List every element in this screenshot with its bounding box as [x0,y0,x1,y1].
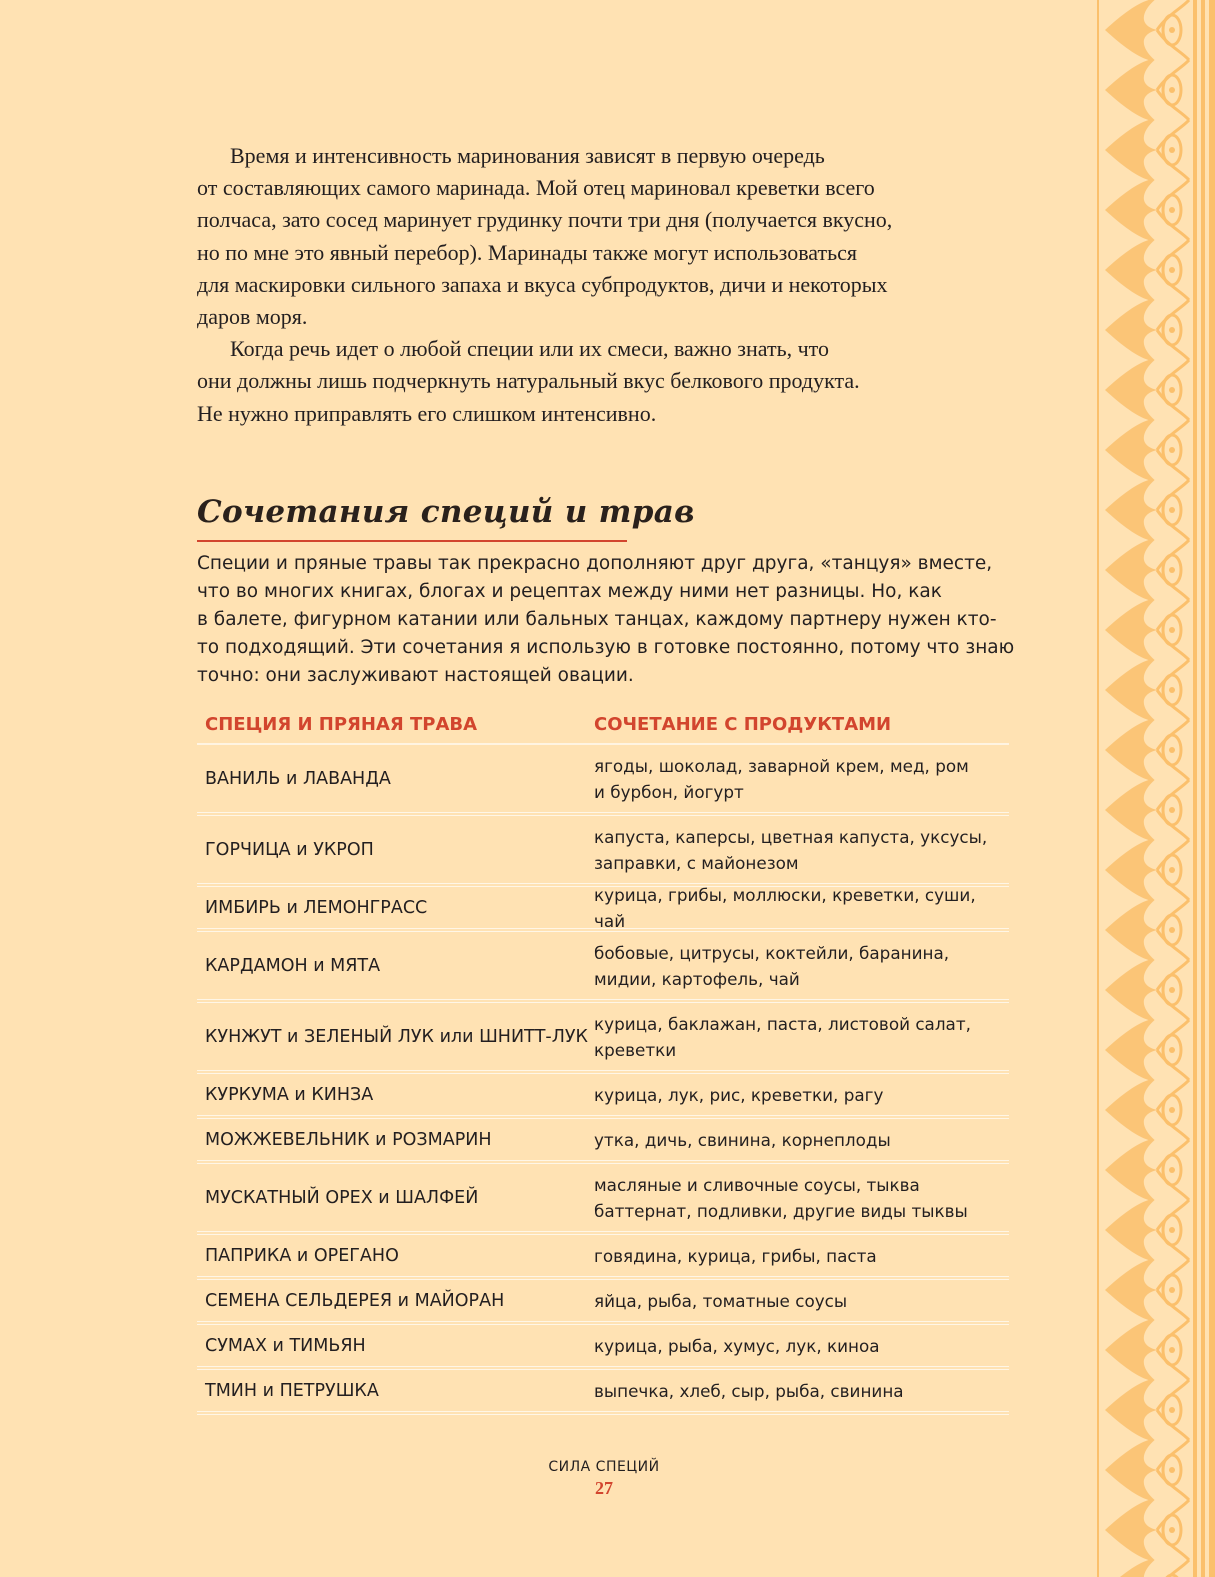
spice-name: КИНЗА [311,1084,374,1105]
spice-name: ТИМЬЯН [289,1335,366,1356]
pairings-table [197,705,1009,1415]
spice-pair [197,1185,594,1211]
spice-pair [197,1024,594,1050]
conjunction: или [439,1026,474,1047]
pairing-line: капуста, каперсы, цветная капуста, уксусы, [594,826,988,847]
header-spice: СПЕЦИЯ И ПРЯНАЯ ТРАВА [205,713,478,735]
spice-name: ТМИН [205,1380,258,1401]
table-header [197,705,1009,745]
conjunction: и [272,1335,284,1356]
table-row [197,1280,1009,1325]
pairing-line: курица, баклажан, паста, листовой салат, [594,1013,971,1034]
spice-name: ЛЕМОНГРАСС [303,897,428,918]
pairing-line: мидии, картофель, чай [594,968,800,989]
spice-name: СУМАХ [205,1335,267,1356]
spice-name: ГОРЧИЦА [205,839,291,860]
pairing-line: утка, дичь, свинина, корнеплоды [594,1129,891,1150]
lead-line: то подходящий. Эти сочетания я использую в готовке постоянно, потому что знаю [197,637,1015,658]
table-row [197,1074,1009,1119]
table-row [197,1370,1009,1415]
intro-line: полчаса, зато сосед маринует грудинку почти три дня (получается вкусно, [197,207,893,233]
conjunction: и [287,1026,299,1047]
spice-name: МУСКАТНЫЙ ОРЕХ [205,1187,373,1208]
intro-line: они должны лишь подчеркнуть натуральный вкус белкового продукта. [197,368,860,394]
conjunction: и [294,1084,306,1105]
lead-line: точно: они заслуживают настоящей овации. [197,665,634,686]
spice-pair [197,766,594,792]
intro-line: для маскировки сильного запаха и вкуса субпродуктов, дичи и некоторых [197,271,888,297]
section-lead [197,550,1017,690]
spice-name: КУНЖУТ [205,1026,282,1047]
food-pairings [594,882,1009,934]
food-pairings [594,1378,1009,1404]
table-row [197,1003,1009,1074]
conjunction: и [296,839,308,860]
spice-name: ВАНИЛЬ [205,768,281,789]
conjunction: и [313,955,325,976]
spice-name: МЯТА [330,955,381,976]
intro-text [197,140,1027,430]
heading-underline [197,540,627,542]
spice-pair [197,1243,594,1269]
table-row [197,1235,1009,1280]
intro-line: но по мне это явный перебор). Маринады также могут использоваться [197,239,858,265]
pairing-line: выпечка, хлеб, сыр, рыба, свинина [594,1380,904,1401]
spice-pair [197,1333,594,1359]
intro-line: Не нужно приправлять его слишком интенсивно. [197,400,657,426]
spice-name: МОЖЖЕВЕЛЬНИК [205,1129,370,1150]
spice-name: ПЕТРУШКА [279,1380,379,1401]
spice-name: КУРКУМА [205,1084,289,1105]
running-footer: СИЛА СПЕЦИЙ [548,1459,660,1475]
conjunction: и [285,768,298,789]
table-row [197,932,1009,1003]
pairing-line: заправки, с майонезом [594,852,799,873]
table-row [197,884,1009,932]
spice-name: СЕМЕНА СЕЛЬДЕРЕЯ [205,1290,393,1311]
section-heading: Сочетания специй и трав [197,494,695,530]
intro-line: даров моря. [197,304,308,330]
food-pairings [594,1127,1009,1153]
header-pairing: СОЧЕТАНИЕ С ПРОДУКТАМИ [594,713,892,735]
intro-line: от составляющих самого маринада. Мой отец мариновал креветки всего [197,175,875,201]
spice-name: РОЗМАРИН [392,1129,492,1150]
food-pairings [594,753,1009,805]
lead-line: Специи и пряные травы так прекрасно дополняют друг друга, «танцуя» вместе, [197,553,993,574]
spice-name: МАЙОРАН [414,1290,505,1311]
food-pairings [594,1333,1009,1359]
spice-pair [197,953,594,979]
spice-pair [197,837,594,863]
spice-pair [197,1127,594,1153]
food-pairings [594,1288,1009,1314]
spice-name: ШНИТТ-ЛУК [479,1026,588,1047]
food-pairings [594,824,1009,876]
border-ornament [1097,0,1215,1577]
conjunction: и [286,897,298,918]
table-row [197,816,1009,887]
food-pairings [594,940,1009,992]
spice-name: КАРДАМОН [205,955,308,976]
pairing-line: масляные и сливочные соусы, тыква [594,1174,920,1195]
pairing-line: курица, рыба, хумус, лук, киноа [594,1335,880,1356]
intro-line: Когда речь идет о любой специи или их смеси, важно знать, что [230,336,829,362]
spice-pair [197,1378,594,1404]
conjunction: и [262,1380,274,1401]
pairing-line: креветки [594,1039,677,1060]
conjunction: и [296,1245,309,1266]
food-pairings [594,1172,1009,1224]
spice-name: ПАПРИКА [205,1245,292,1266]
table-row [197,1325,1009,1370]
spice-name: ОРЕГАНО [313,1245,399,1266]
spice-pair [197,1288,594,1314]
pairing-line: баттернат, подливки, другие виды тыквы [594,1200,968,1221]
food-pairings [594,1082,1009,1108]
food-pairings [594,1243,1009,1269]
spice-name: УКРОП [313,839,374,860]
table-row [197,1119,1009,1164]
pairing-line: говядина, курица, грибы, паста [594,1245,877,1266]
spice-name: ЗЕЛЕНЫЙ ЛУК [303,1026,434,1047]
pairing-line: и бурбон, йогурт [594,781,744,802]
lead-line: в балете, фигурном катании или бальных танцах, каждому партнеру нужен кто- [197,609,997,630]
pairing-line: яйца, рыба, томатные соусы [594,1290,848,1311]
spice-name: ИМБИРЬ [205,897,281,918]
spice-name: ЛАВАНДА [302,768,391,789]
conjunction: и [375,1129,387,1150]
spice-name: ШАЛФЕЙ [395,1187,479,1208]
pairing-line: ягоды, шоколад, заварной крем, мед, ром [594,755,969,776]
lead-line: что во многих книгах, блогах и рецептах между ними нет разницы. Но, как [197,581,942,602]
conjunction: и [397,1290,410,1311]
table-body [197,745,1009,1415]
intro-line: Время и интенсивность маринования зависят в первую очередь [230,143,825,168]
table-row [197,745,1009,816]
conjunction: и [378,1187,390,1208]
spice-pair [197,1082,594,1108]
table-row [197,1164,1009,1235]
page-number: 27 [595,1478,613,1498]
pairing-line: курица, лук, рис, креветки, рагу [594,1084,884,1105]
food-pairings [594,1011,1009,1063]
spice-pair [197,895,594,921]
pairing-line: курица, грибы, моллюски, креветки, суши, чай [594,884,976,931]
pairing-line: бобовые, цитрусы, коктейли, баранина, [594,942,950,963]
